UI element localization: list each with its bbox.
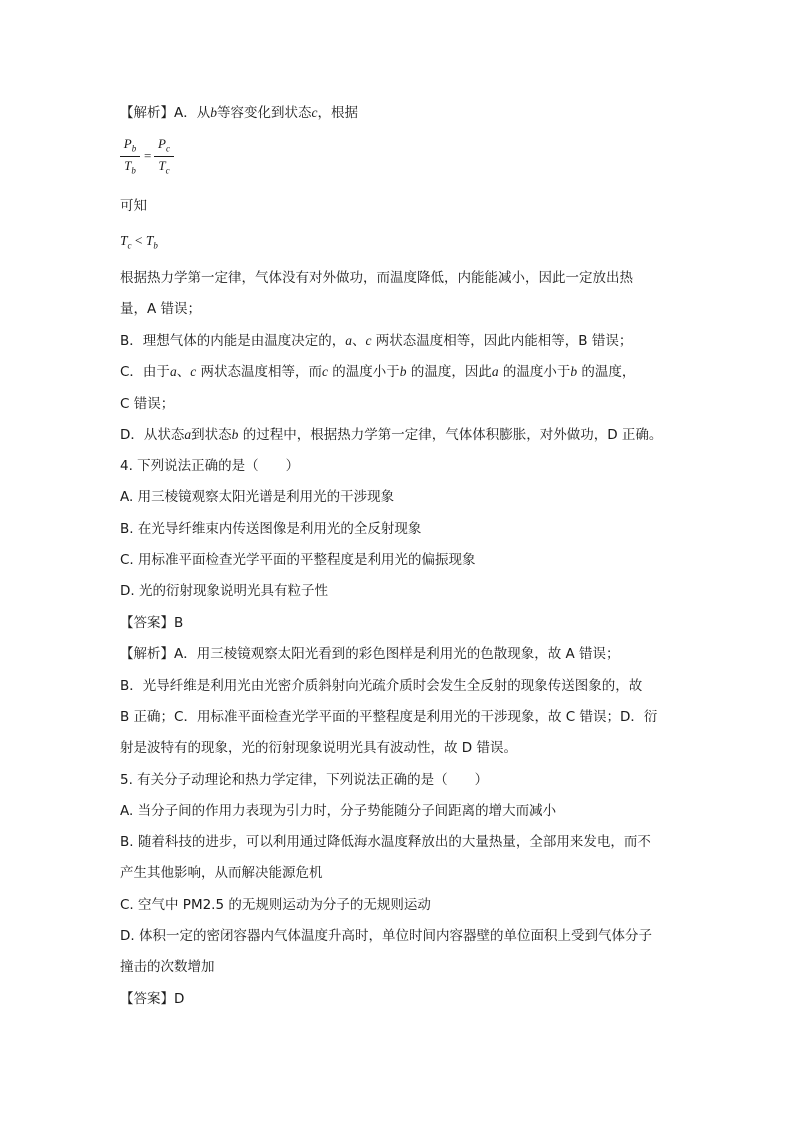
analysis-option-c-cont: C 错误； <box>120 396 175 412</box>
question-4-stem: 4. 下列说法正确的是（ ） <box>120 458 300 474</box>
analysis-text: 【解析】A．从 <box>120 105 211 121</box>
question-4-option-b: B. 在光导纤维束内传送图像是利用光的全反射现象 <box>120 521 422 537</box>
analysis-text: ，根据 <box>317 105 358 121</box>
analysis-line-2: 根据热力学第一定律，气体没有对外做功，而温度降低，内能能减小，因此一定放出热 <box>120 270 633 286</box>
state-b: b <box>210 105 217 120</box>
question-4-option-a: A. 用三棱镜观察太阳光谱是利用光的干涉现象 <box>120 489 395 505</box>
question-4-option-d: D. 光的衍射现象说明光具有粒子性 <box>120 583 328 599</box>
analysis-text: 等容变化到状态 <box>217 105 312 121</box>
question-4-analysis-4: 射是波特有的现象，光的衍射现象说明光具有波动性，故 D 错误。 <box>120 740 517 756</box>
question-4-analysis-2: B．光导纤维是利用光由光密介质斜射向光疏介质时会发生全反射的现象传送图象的，故 <box>120 678 643 694</box>
analysis-option-b: B．理想气体的内能是由温度决定的，a、c 两状态温度相等，因此内能相等，B 错误； <box>120 333 633 349</box>
analysis-option-d: D．从状态a到状态b 的过程中，根据热力学第一定律，气体体积膨胀，对外做功，D 正确。 <box>120 427 663 443</box>
question-5-option-d-line-1: D. 体积一定的密闭容器内气体温度升高时，单位时间内容器壁的单位面积上受到气体分子 <box>120 928 652 944</box>
kezhi-text: 可知 <box>120 198 147 214</box>
question-5-option-a: A. 当分子间的作用力表现为引力时，分子势能随分子间距离的增大而减小 <box>120 803 557 819</box>
formula-temperature-inequality: $T_c < T_b$ <box>120 233 158 251</box>
question-5-option-b-line-1: B. 随着科技的进步，可以利用通过降低海水温度释放出的大量热量，全部用来发电，而不 <box>120 834 651 850</box>
question-4-analysis-1: 【解析】A．用三棱镜观察太阳光看到的彩色图样是利用光的色散现象，故 A 错误； <box>120 646 620 662</box>
question-5-option-b-line-2: 产生其他影响，从而解决能源危机 <box>120 865 323 881</box>
question-5-stem: 5. 有关分子动理论和热力学定律，下列说法正确的是（ ） <box>120 772 489 788</box>
analysis-option-c: C．由于a、c 两状态温度相等，而c 的温度小于b 的温度，因此a 的温度小于b 的温度， <box>120 364 636 380</box>
question-4-option-c: C. 用标准平面检查光学平面的平整程度是利用光的偏振现象 <box>120 552 476 568</box>
question-5-option-d-line-2: 撞击的次数增加 <box>120 959 215 975</box>
analysis-line-3: 量，A 错误； <box>120 301 202 317</box>
analysis-line-1 <box>120 104 358 122</box>
question-4-analysis-3: B 正确；C．用标准平面检查光学平面的平整程度是利用光的干涉现象，故 C 错误；D．衍 <box>120 709 658 725</box>
question-4-answer: 【答案】B <box>120 615 184 631</box>
question-5-option-c: C. 空气中 PM2.5 的无规则运动为分子的无规则运动 <box>120 897 431 913</box>
state-c: c <box>311 105 318 120</box>
formula-pressure-temperature: $P_b$ $T_b$ = $P_c$ $T_c$ <box>120 136 180 180</box>
question-5-answer: 【答案】D <box>120 991 185 1007</box>
